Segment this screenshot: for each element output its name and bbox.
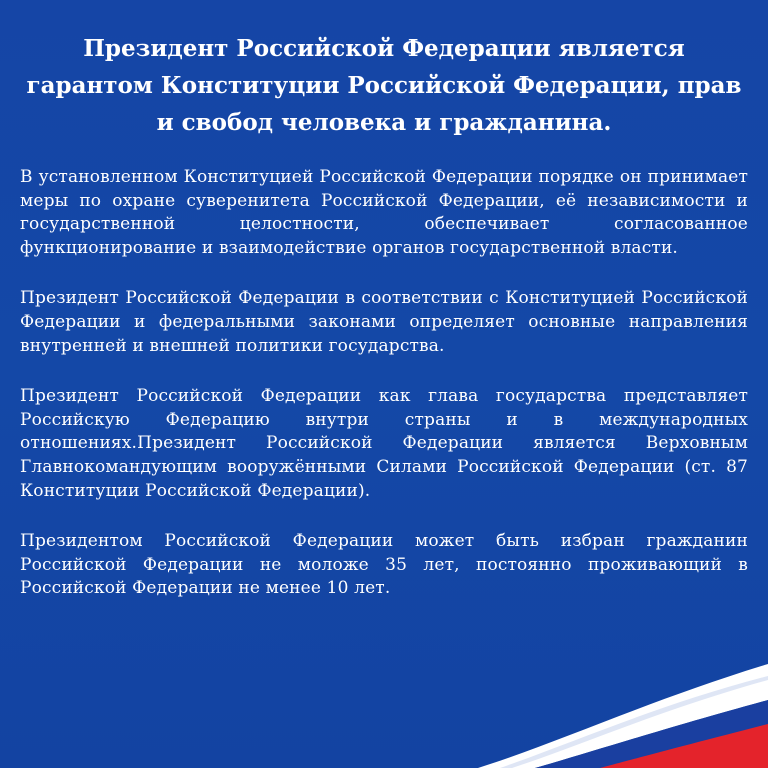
body-text xyxy=(20,166,748,628)
flag-white-wisp xyxy=(500,676,768,768)
page-title: Президент Российской Федерации является гарантом Конституции Российской Федерации, прав и свобод человека и гражданина. xyxy=(26,35,742,136)
flag-white-stripe xyxy=(478,664,768,768)
paragraph-4: Президентом Российской Федерации может быть избран гражданин Российской Федерации не моложе 35 лет, постоянно проживающий в Российской Федерации не менее 10 лет. xyxy=(20,531,748,599)
paragraph-1: В установленном Конституцией Российской Федерации порядке он принимает меры по охране суверенитета Российской Федерации, её независимости и государственной целостности, обеспечивает согласованное функционирование и взаимодействие органов государственной власти. xyxy=(20,167,748,258)
paragraph-3: Президент Российской Федерации как глава государства представляет Российскую Федерацию внутри страны и в международных отношениях.Президент Российской Федерации является Верховным Главнокомандующим вооружёнными Силами Российской Федерации (ст. 87 Конституции Российской Федерации). xyxy=(20,386,748,501)
flag-blue-stripe xyxy=(535,700,768,768)
paragraph-2: Президент Российской Федерации в соответствии с Конституцией Российской Федерации и федеральными законами определяет основные направления внутренней и внешней политики государства. xyxy=(20,288,748,356)
flag-red-stripe xyxy=(600,724,768,768)
